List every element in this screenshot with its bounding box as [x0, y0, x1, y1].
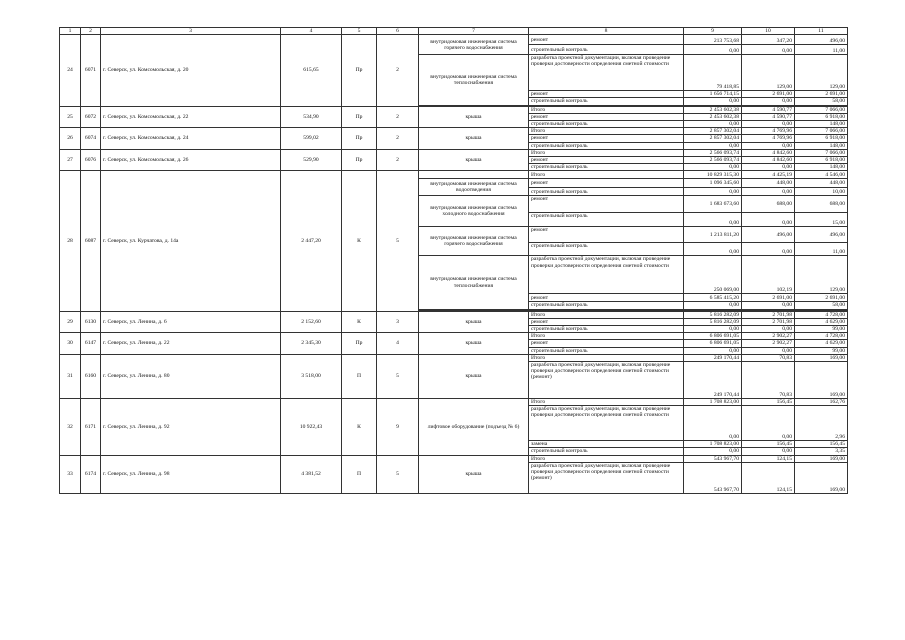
row-number: 24	[60, 35, 81, 106]
cost: 249 170,44	[684, 354, 742, 361]
area: 529,90	[281, 149, 342, 171]
unit-cost: 0,00	[742, 213, 795, 227]
max-cost: 4 728,00	[795, 311, 848, 318]
item-label: разработка проектной документации, включая проведение проверки достоверности определения сметной стоимости	[529, 406, 684, 441]
item-label: строительный контроль	[529, 98, 684, 105]
item-label: Итого	[529, 333, 684, 340]
house-code: 6076	[81, 149, 101, 171]
col-header: 2	[81, 28, 101, 35]
row-number: 33	[60, 455, 81, 493]
max-cost: 58,00	[795, 302, 848, 309]
address: г. Северск, ул. Комсомольская, д. 26	[101, 149, 281, 171]
work-type: крыша	[419, 149, 529, 171]
max-cost: 448,00	[795, 179, 848, 188]
cost: 1 096 345,60	[684, 179, 742, 188]
cost: 213 753,68	[684, 35, 742, 45]
table-row	[60, 149, 848, 156]
work-type: крыша	[419, 354, 529, 398]
work-type: лифтовое оборудование (подъезд № 6)	[419, 399, 529, 456]
item-label: Итого	[529, 171, 684, 179]
work-type	[419, 171, 529, 179]
cost: 10 829 315,30	[684, 171, 742, 179]
item-label: строительный контроль	[529, 188, 684, 196]
unit-cost: 2 701,98	[742, 311, 795, 318]
wall-material: Пр	[342, 333, 377, 355]
max-cost: 169,00	[795, 362, 848, 399]
item-label: строительный контроль	[529, 213, 684, 227]
cost: 1 213 811,20	[684, 227, 742, 243]
unit-cost: 4 590,77	[742, 113, 795, 120]
table-row	[60, 354, 848, 361]
area: 615,65	[281, 35, 342, 106]
cost: 0,00	[684, 406, 742, 441]
item-label: разработка проектной документации, включая проведение проверки достоверности определения сметной стоимости (ремонт)	[529, 362, 684, 399]
floors: 2	[377, 149, 419, 171]
item-label: строительный контроль	[529, 448, 684, 455]
max-cost: 169,00	[795, 354, 848, 361]
max-cost: 11,00	[795, 243, 848, 256]
cost: 0,00	[684, 302, 742, 309]
unit-cost: 124,15	[742, 455, 795, 462]
cost: 5 816 282,09	[684, 318, 742, 325]
cost: 0,00	[684, 347, 742, 354]
max-cost: 11,00	[795, 45, 848, 55]
unit-cost: 0,00	[742, 406, 795, 441]
cost: 1 708 823,00	[684, 441, 742, 448]
item-label: Итого	[529, 354, 684, 361]
floors: 2	[377, 35, 419, 106]
floors: 5	[377, 171, 419, 311]
wall-material: Пр	[342, 128, 377, 150]
row-number: 28	[60, 171, 81, 311]
cost: 79 418,85	[684, 55, 742, 91]
wall-material: П	[342, 455, 377, 493]
col-header: 9	[684, 28, 742, 35]
row-number: 29	[60, 311, 81, 333]
unit-cost: 0,00	[742, 243, 795, 256]
house-code: 6071	[81, 35, 101, 106]
cost: 0,00	[684, 213, 742, 227]
item-label: ремонт	[529, 35, 684, 45]
work-type: крыша	[419, 128, 529, 150]
work-type: крыша	[419, 106, 529, 128]
col-header: 6	[377, 28, 419, 35]
wall-material: К	[342, 311, 377, 333]
unit-cost: 0,00	[742, 45, 795, 55]
col-header: 3	[101, 28, 281, 35]
unit-cost: 102,19	[742, 256, 795, 294]
unit-cost: 0,00	[742, 121, 795, 128]
table-row	[60, 399, 848, 406]
work-type: внутридомовая инженерная система водоотведения	[419, 179, 529, 196]
item-label: ремонт	[529, 179, 684, 188]
table-row	[60, 455, 848, 462]
item-label: ремонт	[529, 91, 684, 98]
unit-cost: 124,15	[742, 462, 795, 493]
unit-cost: 2 691,00	[742, 91, 795, 98]
max-cost: 4 728,00	[795, 333, 848, 340]
work-type: внутридомовая инженерная система теплоснабжения	[419, 256, 529, 309]
row-number: 27	[60, 149, 81, 171]
house-code: 6074	[81, 128, 101, 150]
floors: 3	[377, 311, 419, 333]
area: 2 447,20	[281, 171, 342, 311]
max-cost: 169,00	[795, 455, 848, 462]
unit-cost: 4 769,96	[742, 135, 795, 142]
work-type: внутридомовая инженерная система горячего водоснабжения	[419, 227, 529, 256]
max-cost: 6 918,00	[795, 157, 848, 164]
house-code: 6087	[81, 171, 101, 311]
item-label: ремонт	[529, 227, 684, 243]
floors: 5	[377, 354, 419, 398]
max-cost: 148,00	[795, 142, 848, 149]
item-label: замена	[529, 441, 684, 448]
row-number: 26	[60, 128, 81, 150]
col-header: 5	[342, 28, 377, 35]
max-cost: 99,00	[795, 347, 848, 354]
cost: 0,00	[684, 98, 742, 105]
cost: 1 683 673,60	[684, 196, 742, 213]
cost: 6 806 691,05	[684, 333, 742, 340]
cost: 6 806 691,05	[684, 340, 742, 347]
item-label: ремонт	[529, 196, 684, 213]
max-cost: 2 691,00	[795, 91, 848, 98]
area: 2 345,30	[281, 333, 342, 355]
col-header: 11	[795, 28, 848, 35]
item-label: ремонт	[529, 157, 684, 164]
row-number: 31	[60, 354, 81, 398]
item-label: Итого	[529, 106, 684, 113]
item-label: Итого	[529, 399, 684, 406]
max-cost: 169,00	[795, 462, 848, 493]
unit-cost: 4 590,77	[742, 106, 795, 113]
cost: 0,00	[684, 243, 742, 256]
item-label: Итого	[529, 128, 684, 135]
floors: 9	[377, 399, 419, 456]
cost: 0,00	[684, 326, 742, 333]
item-label: строительный контроль	[529, 121, 684, 128]
item-label: строительный контроль	[529, 142, 684, 149]
item-label: строительный контроль	[529, 45, 684, 55]
unit-cost: 2 691,00	[742, 294, 795, 302]
unit-cost: 0,00	[742, 164, 795, 171]
col-header: 4	[281, 28, 342, 35]
item-label: ремонт	[529, 340, 684, 347]
cost: 5 816 282,09	[684, 311, 742, 318]
unit-cost: 448,00	[742, 179, 795, 188]
max-cost: 6 918,00	[795, 113, 848, 120]
unit-cost: 688,00	[742, 196, 795, 213]
table-row	[60, 333, 848, 340]
unit-cost: 0,00	[742, 302, 795, 309]
max-cost: 99,00	[795, 326, 848, 333]
max-cost: 148,00	[795, 121, 848, 128]
house-code: 6130	[81, 311, 101, 333]
table-row	[60, 106, 848, 113]
unit-cost: 4 769,96	[742, 128, 795, 135]
max-cost: 4 629,00	[795, 340, 848, 347]
unit-cost: 70,83	[742, 362, 795, 399]
house-code: 6174	[81, 455, 101, 493]
area: 10 922,43	[281, 399, 342, 456]
house-code: 6160	[81, 354, 101, 398]
item-label: ремонт	[529, 113, 684, 120]
max-cost: 2 691,00	[795, 294, 848, 302]
item-label: строительный контроль	[529, 164, 684, 171]
max-cost: 7 066,00	[795, 106, 848, 113]
table-row	[60, 171, 848, 179]
work-type: внутридомовая инженерная система холодного водоснабжения	[419, 196, 529, 227]
unit-cost: 496,00	[742, 227, 795, 243]
cost: 250 069,00	[684, 256, 742, 294]
unit-cost: 0,00	[742, 98, 795, 105]
unit-cost: 70,83	[742, 354, 795, 361]
unit-cost: 129,00	[742, 55, 795, 91]
wall-material: К	[342, 171, 377, 311]
area: 599,02	[281, 128, 342, 150]
max-cost: 4 546,00	[795, 171, 848, 179]
max-cost: 4 629,00	[795, 318, 848, 325]
item-label: Итого	[529, 455, 684, 462]
unit-cost: 4 425,19	[742, 171, 795, 179]
wall-material: К	[342, 399, 377, 456]
max-cost: 10,00	[795, 188, 848, 196]
unit-cost: 0,00	[742, 347, 795, 354]
cost: 0,00	[684, 142, 742, 149]
cost: 0,00	[684, 448, 742, 455]
max-cost: 496,00	[795, 35, 848, 45]
work-type: крыша	[419, 455, 529, 493]
floors: 5	[377, 455, 419, 493]
floors: 2	[377, 128, 419, 150]
work-type: крыша	[419, 311, 529, 333]
address: г. Северск, ул. Комсомольская, д. 20	[101, 35, 281, 106]
header-row	[60, 28, 848, 35]
house-code: 6072	[81, 106, 101, 128]
cost: 0,00	[684, 164, 742, 171]
max-cost: 156,45	[795, 441, 848, 448]
item-label: строительный контроль	[529, 302, 684, 309]
max-cost: 7 066,00	[795, 128, 848, 135]
cost: 0,00	[684, 45, 742, 55]
max-cost: 688,00	[795, 196, 848, 213]
max-cost: 3,35	[795, 448, 848, 455]
item-label: разработка проектной документации, включая проведение проверки достоверности определения сметной стоимости	[529, 256, 684, 294]
address: г. Северск, ул. Комсомольская, д. 24	[101, 128, 281, 150]
table-row	[60, 311, 848, 318]
unit-cost: 2 902,27	[742, 333, 795, 340]
unit-cost: 156,45	[742, 441, 795, 448]
unit-cost: 4 842,60	[742, 149, 795, 156]
cost: 543 967,70	[684, 455, 742, 462]
cost: 1 708 823,00	[684, 399, 742, 406]
address: г. Северск, ул. Ленина, д. 92	[101, 399, 281, 456]
col-header: 8	[529, 28, 684, 35]
cost: 2 566 093,74	[684, 149, 742, 156]
max-cost: 496,00	[795, 227, 848, 243]
work-type: внутридомовая инженерная система теплоснабжения	[419, 55, 529, 105]
cost: 2 453 602,38	[684, 113, 742, 120]
unit-cost: 0,00	[742, 142, 795, 149]
row-number: 30	[60, 333, 81, 355]
cost: 249 170,44	[684, 362, 742, 399]
area: 534,90	[281, 106, 342, 128]
house-code: 6171	[81, 399, 101, 456]
max-cost: 15,00	[795, 213, 848, 227]
max-cost: 148,00	[795, 164, 848, 171]
work-type: крыша	[419, 333, 529, 355]
works-table	[59, 27, 848, 494]
item-label: разработка проектной документации, включая проведение проверки достоверности определения сметной стоимости (ремонт)	[529, 462, 684, 493]
item-label: ремонт	[529, 135, 684, 142]
unit-cost: 0,00	[742, 188, 795, 196]
cost: 2 857 302,04	[684, 128, 742, 135]
wall-material: Пр	[342, 35, 377, 106]
col-header: 7	[419, 28, 529, 35]
floors: 4	[377, 333, 419, 355]
address: г. Северск, ул. Курчатова, д. 14а	[101, 171, 281, 311]
row-number: 32	[60, 399, 81, 456]
cost: 2 453 602,38	[684, 106, 742, 113]
cost: 543 967,70	[684, 462, 742, 493]
cost: 6 585 415,20	[684, 294, 742, 302]
address: г. Северск, ул. Ленина, д. 22	[101, 333, 281, 355]
cost: 1 656 714,15	[684, 91, 742, 98]
max-cost: 2,96	[795, 406, 848, 441]
wall-material: П	[342, 354, 377, 398]
unit-cost: 0,00	[742, 326, 795, 333]
cost: 0,00	[684, 188, 742, 196]
max-cost: 58,00	[795, 98, 848, 105]
item-label: Итого	[529, 311, 684, 318]
item-label: строительный контроль	[529, 326, 684, 333]
item-label: разработка проектной документации, включая проведение проверки достоверности определения сметной стоимости	[529, 55, 684, 91]
table-row	[60, 35, 848, 45]
wall-material: Пр	[342, 149, 377, 171]
cost: 0,00	[684, 121, 742, 128]
address: г. Северск, ул. Комсомольская, д. 22	[101, 106, 281, 128]
item-label: строительный контроль	[529, 347, 684, 354]
address: г. Северск, ул. Ленина, д. 80	[101, 354, 281, 398]
area: 4 381,52	[281, 455, 342, 493]
item-label: Итого	[529, 149, 684, 156]
house-code: 6147	[81, 333, 101, 355]
unit-cost: 0,00	[742, 448, 795, 455]
cost: 2 857 302,04	[684, 135, 742, 142]
unit-cost: 347,20	[742, 35, 795, 45]
item-label: ремонт	[529, 318, 684, 325]
work-type: внутридомовая инженерная система горячего водоснабжения	[419, 35, 529, 55]
unit-cost: 2 701,98	[742, 318, 795, 325]
item-label: строительный контроль	[529, 243, 684, 256]
wall-material: Пр	[342, 106, 377, 128]
floors: 2	[377, 106, 419, 128]
max-cost: 162,76	[795, 399, 848, 406]
address: г. Северск, ул. Ленина, д. 6	[101, 311, 281, 333]
max-cost: 129,00	[795, 256, 848, 294]
col-header: 1	[60, 28, 81, 35]
table-row	[60, 128, 848, 135]
area: 2 152,60	[281, 311, 342, 333]
cost: 2 566 093,74	[684, 157, 742, 164]
max-cost: 129,00	[795, 55, 848, 91]
unit-cost: 156,45	[742, 399, 795, 406]
unit-cost: 2 902,27	[742, 340, 795, 347]
area: 3 518,00	[281, 354, 342, 398]
max-cost: 6 918,00	[795, 135, 848, 142]
col-header: 10	[742, 28, 795, 35]
item-label: ремонт	[529, 294, 684, 302]
address: г. Северск, ул. Ленина, д. 98	[101, 455, 281, 493]
max-cost: 7 066,00	[795, 149, 848, 156]
row-number: 25	[60, 106, 81, 128]
unit-cost: 4 842,60	[742, 157, 795, 164]
